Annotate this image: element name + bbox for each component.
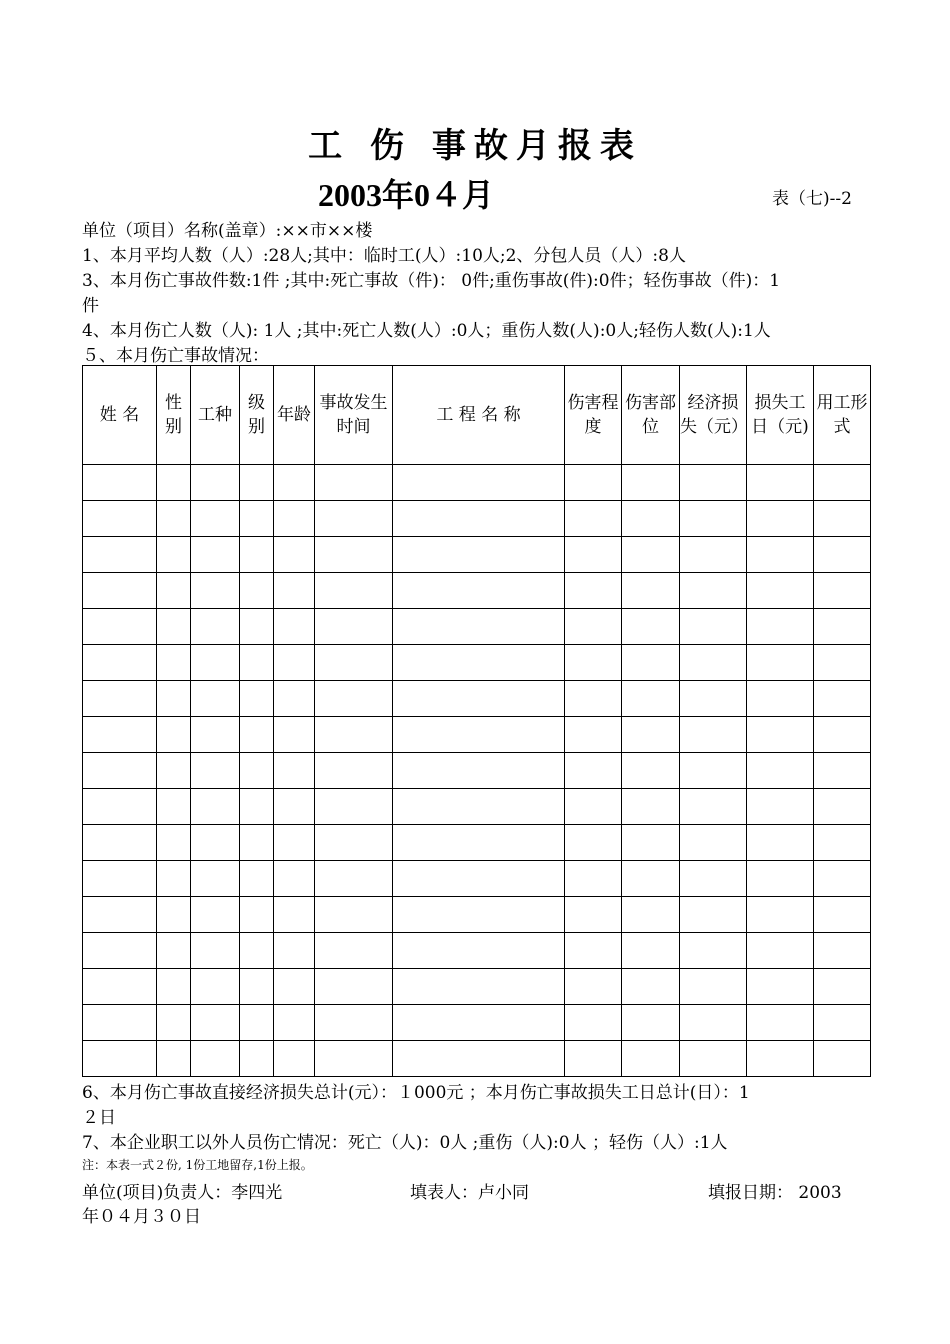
table-cell [747, 969, 814, 1005]
table-cell [622, 1005, 680, 1041]
table-cell [393, 861, 565, 897]
table-cell [191, 1041, 240, 1077]
table-cell [622, 789, 680, 825]
table-cell [315, 573, 393, 609]
table-cell [565, 501, 622, 537]
form-filler: 填表人：卢小同 [410, 1183, 529, 1203]
table-cell [240, 969, 274, 1005]
table-cell [274, 681, 315, 717]
table-cell [315, 861, 393, 897]
table-cell [315, 897, 393, 933]
table-cell [315, 1041, 393, 1077]
table-cell [240, 645, 274, 681]
table-row [83, 933, 871, 969]
fill-date-label: 填报日期： 2003 [708, 1183, 842, 1203]
table-cell [622, 573, 680, 609]
table-cell [157, 933, 191, 969]
table-cell [240, 1005, 274, 1041]
table-cell [240, 789, 274, 825]
table-cell [157, 501, 191, 537]
table-cell [274, 501, 315, 537]
table-cell [240, 717, 274, 753]
header-lost-workdays: 损失工日（元) [747, 366, 814, 465]
table-cell [814, 645, 871, 681]
table-cell [393, 969, 565, 1005]
table-cell [680, 897, 747, 933]
table-cell [157, 789, 191, 825]
table-cell [680, 465, 747, 501]
table-cell [240, 825, 274, 861]
table-cell [565, 861, 622, 897]
table-cell [814, 789, 871, 825]
table-cell [393, 1041, 565, 1077]
table-row [83, 681, 871, 717]
table-cell [680, 789, 747, 825]
table-cell [191, 717, 240, 753]
table-cell [274, 1041, 315, 1077]
table-cell [747, 789, 814, 825]
table-cell [393, 897, 565, 933]
table-cell [274, 1005, 315, 1041]
unit-name: 单位（项目）名称(盖章）:××市××楼 [82, 221, 373, 241]
table-cell [157, 573, 191, 609]
table-cell [83, 501, 157, 537]
table-row [83, 789, 871, 825]
form-number: 表（七)--2 [772, 189, 852, 209]
table-cell [622, 753, 680, 789]
table-cell [565, 537, 622, 573]
table-cell [191, 501, 240, 537]
table-cell [747, 933, 814, 969]
table-row [83, 573, 871, 609]
table-cell [680, 609, 747, 645]
table-cell [315, 1005, 393, 1041]
table-cell [565, 1005, 622, 1041]
table-cell [191, 825, 240, 861]
table-cell [747, 501, 814, 537]
table-cell [565, 465, 622, 501]
table-cell [814, 1041, 871, 1077]
table-cell [680, 501, 747, 537]
table-cell [191, 681, 240, 717]
info-line-4: 4、本月伤亡人数（人): 1人 ;其中:死亡人数(人）:0人；重伤人数(人):0人;轻伤人数(人):1人 [82, 321, 771, 341]
table-cell [393, 933, 565, 969]
table-cell [622, 537, 680, 573]
table-cell [191, 645, 240, 681]
report-month: 2003年0４月 [318, 177, 495, 213]
table-cell [680, 753, 747, 789]
table-cell [274, 969, 315, 1005]
table-cell [83, 753, 157, 789]
table-cell [315, 501, 393, 537]
table-cell [157, 861, 191, 897]
table-cell [191, 465, 240, 501]
table-cell [680, 933, 747, 969]
table-cell [83, 789, 157, 825]
info-line-3-cont: 件 [82, 296, 99, 316]
table-cell [622, 681, 680, 717]
table-cell [274, 789, 315, 825]
table-cell [622, 969, 680, 1005]
table-row [83, 501, 871, 537]
table-cell [157, 717, 191, 753]
table-cell [393, 825, 565, 861]
table-cell [157, 969, 191, 1005]
table-cell [814, 609, 871, 645]
table-cell [814, 933, 871, 969]
table-cell [565, 573, 622, 609]
table-cell [747, 645, 814, 681]
table-cell [747, 1041, 814, 1077]
table-cell [191, 861, 240, 897]
table-cell [747, 681, 814, 717]
table-cell [274, 861, 315, 897]
table-cell [274, 753, 315, 789]
table-cell [274, 573, 315, 609]
table-cell [393, 573, 565, 609]
table-cell [83, 897, 157, 933]
table-cell [191, 1005, 240, 1041]
table-cell [680, 861, 747, 897]
table-cell [393, 789, 565, 825]
header-age: 年龄 [274, 366, 315, 465]
table-row [83, 1005, 871, 1041]
table-cell [565, 933, 622, 969]
table-cell [814, 825, 871, 861]
table-cell [814, 861, 871, 897]
table-row [83, 537, 871, 573]
table-row [83, 825, 871, 861]
table-cell [814, 465, 871, 501]
table-cell [393, 681, 565, 717]
table-cell [157, 1005, 191, 1041]
table-cell [315, 645, 393, 681]
table-cell [814, 897, 871, 933]
table-cell [191, 933, 240, 969]
table-cell [747, 465, 814, 501]
table-cell [814, 501, 871, 537]
table-cell [315, 969, 393, 1005]
table-cell [157, 645, 191, 681]
table-cell [565, 1041, 622, 1077]
header-project-name: 工 程 名 称 [393, 366, 565, 465]
table-cell [240, 897, 274, 933]
table-cell [83, 681, 157, 717]
table-cell [83, 825, 157, 861]
table-cell [565, 897, 622, 933]
table-cell [814, 573, 871, 609]
table-cell [157, 465, 191, 501]
table-cell [83, 465, 157, 501]
table-row [83, 645, 871, 681]
table-cell [191, 753, 240, 789]
table-cell [680, 1005, 747, 1041]
table-row [83, 969, 871, 1005]
table-cell [315, 753, 393, 789]
table-cell [315, 609, 393, 645]
table-cell [157, 681, 191, 717]
table-cell [565, 717, 622, 753]
table-header-row [83, 366, 871, 465]
table-cell [240, 537, 274, 573]
table-cell [565, 609, 622, 645]
table-cell [680, 573, 747, 609]
summary-line-7: 7、本企业职工以外人员伤亡情况：死亡（人)：0人 ;重伤（人):0人 ；轻伤（人）:1人 [82, 1133, 728, 1153]
table-cell [393, 537, 565, 573]
table-cell [191, 897, 240, 933]
table-cell [83, 933, 157, 969]
table-cell [240, 573, 274, 609]
table-cell [240, 933, 274, 969]
table-cell [622, 465, 680, 501]
accident-table [82, 365, 871, 1077]
table-cell [274, 825, 315, 861]
table-cell [393, 609, 565, 645]
summary-line-6: 6、本月伤亡事故直接经济损失总计(元）：１000元 ；本月伤亡事故损失工日总计(日）：1 [82, 1083, 750, 1103]
table-cell [315, 537, 393, 573]
table-cell [680, 717, 747, 753]
table-cell [240, 753, 274, 789]
header-injury-part: 伤害部位 [622, 366, 680, 465]
page-title: 工 伤 事故月报表 [308, 126, 642, 166]
table-cell [315, 789, 393, 825]
table-cell [393, 753, 565, 789]
table-cell [83, 1005, 157, 1041]
table-row [83, 897, 871, 933]
table-cell [622, 861, 680, 897]
table-cell [622, 645, 680, 681]
table-cell [680, 537, 747, 573]
header-employment-type: 用工形式 [814, 366, 871, 465]
table-cell [747, 537, 814, 573]
table-cell [814, 753, 871, 789]
table-cell [393, 465, 565, 501]
table-cell [157, 537, 191, 573]
table-cell [274, 645, 315, 681]
table-cell [274, 537, 315, 573]
table-cell [315, 465, 393, 501]
table-cell [240, 609, 274, 645]
table-cell [622, 501, 680, 537]
table-cell [274, 933, 315, 969]
table-cell [240, 1041, 274, 1077]
table-cell [83, 717, 157, 753]
table-cell [393, 501, 565, 537]
table-cell [680, 1041, 747, 1077]
header-grade: 级别 [240, 366, 274, 465]
table-cell [157, 1041, 191, 1077]
table-cell [747, 573, 814, 609]
table-cell [315, 825, 393, 861]
table-cell [83, 1041, 157, 1077]
header-trade: 工种 [191, 366, 240, 465]
table-cell [747, 717, 814, 753]
table-cell [393, 1005, 565, 1041]
header-accident-time: 事故发生时间 [315, 366, 393, 465]
table-cell [814, 1005, 871, 1041]
table-cell [240, 465, 274, 501]
table-cell [191, 969, 240, 1005]
table-cell [565, 789, 622, 825]
table-cell [157, 825, 191, 861]
table-cell [680, 825, 747, 861]
table-cell [83, 573, 157, 609]
header-gender: 性别 [157, 366, 191, 465]
table-cell [747, 753, 814, 789]
table-cell [622, 825, 680, 861]
table-cell [814, 717, 871, 753]
table-cell [83, 969, 157, 1005]
info-line-5: ５、本月伤亡事故情况： [82, 346, 269, 366]
table-row [83, 1041, 871, 1077]
header-economic-loss: 经济损失（元） [680, 366, 747, 465]
table-cell [315, 717, 393, 753]
table-cell [157, 753, 191, 789]
info-line-3: 3、本月伤亡事故件数:1件 ;其中:死亡事故（件)： 0件;重伤事故(件):0件；轻伤事故（件)：1 [82, 271, 781, 291]
table-cell [680, 969, 747, 1005]
table-row [83, 753, 871, 789]
table-cell [622, 717, 680, 753]
table-cell [315, 681, 393, 717]
table-cell [274, 897, 315, 933]
table-cell [565, 681, 622, 717]
table-cell [191, 789, 240, 825]
table-cell [393, 717, 565, 753]
table-cell [83, 537, 157, 573]
table-cell [565, 825, 622, 861]
fill-date-rest: 年０４月３０日 [82, 1207, 201, 1227]
table-cell [157, 897, 191, 933]
table-row [83, 861, 871, 897]
header-injury-degree: 伤害程度 [565, 366, 622, 465]
table-cell [565, 645, 622, 681]
table-row [83, 609, 871, 645]
table-cell [191, 537, 240, 573]
table-cell [240, 861, 274, 897]
table-cell [157, 609, 191, 645]
table-cell [747, 825, 814, 861]
table-cell [315, 933, 393, 969]
table-cell [83, 645, 157, 681]
table-cell [814, 537, 871, 573]
table-cell [274, 609, 315, 645]
table-cell [747, 609, 814, 645]
table-cell [747, 897, 814, 933]
table-cell [747, 1005, 814, 1041]
table-cell [747, 861, 814, 897]
table-cell [191, 573, 240, 609]
table-cell [680, 681, 747, 717]
table-cell [191, 609, 240, 645]
table-cell [83, 609, 157, 645]
header-name: 姓 名 [83, 366, 157, 465]
info-line-1: 1、本月平均人数（人）:28人;其中：临时工(人）:10人;2、分包人员（人）:8人 [82, 246, 686, 266]
table-cell [622, 1041, 680, 1077]
table-row [83, 717, 871, 753]
table-cell [622, 897, 680, 933]
table-cell [622, 933, 680, 969]
table-cell [83, 861, 157, 897]
footnote: 注：本表一式２份, 1份工地留存,1份上报。 [82, 1158, 313, 1172]
table-cell [565, 753, 622, 789]
table-cell [393, 645, 565, 681]
table-cell [565, 969, 622, 1005]
table-cell [680, 645, 747, 681]
unit-leader: 单位(项目)负责人：李四光 [82, 1183, 283, 1203]
table-cell [240, 681, 274, 717]
table-cell [274, 465, 315, 501]
table-row [83, 465, 871, 501]
table-cell [814, 969, 871, 1005]
table-cell [240, 501, 274, 537]
table-cell [622, 609, 680, 645]
table-cell [274, 717, 315, 753]
summary-line-6-cont: ２日 [82, 1108, 116, 1128]
table-cell [814, 681, 871, 717]
